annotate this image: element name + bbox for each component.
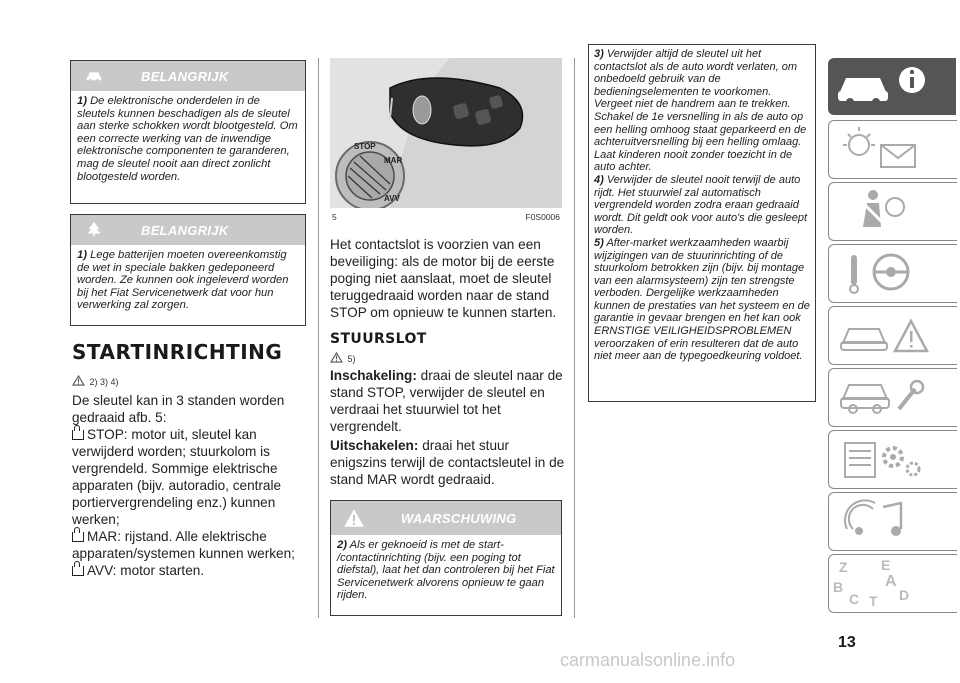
note-4: 4) Verwijder de sleutel nooit terwijl de auto rijdt. Het stuurwiel zal automatisch vergrendeld worden zodra eraan gedraaid wordt. Dit geldt ook voor auto's die gesleept worden. (594, 173, 808, 237)
important-box-2-text: 1) Lege batterijen moeten overeenkomstig de wet in speciale bakken gedeponeerd worden. Ze kunnen ook ingeleverd worden bij het Fiat Servicenetwerk dat voor hun verwerking zal zorgen. (77, 249, 289, 312)
key-bullet-icon (72, 430, 84, 440)
important-box-2-header (71, 215, 305, 245)
tab-multimedia[interactable] (828, 492, 957, 551)
tab-starting-driving[interactable] (828, 244, 957, 303)
key-bullet-icon (72, 566, 84, 576)
car-info-icon (828, 58, 956, 115)
index-letter: E (881, 557, 891, 573)
warning-box-header (331, 501, 561, 535)
index-letter: A (885, 573, 897, 590)
figure-label-stop: STOP (354, 142, 376, 151)
tab-car-info[interactable] (828, 58, 956, 115)
ignition-key-illustration (330, 58, 562, 208)
warning-box-text: 2) Als er geknoeid is met de start- /contactinrichting (bijv. een poging tot diefstal), laat het dan controleren bij het Fiat Servicenetwerk alvorens opnieuw te gaan rijden. (337, 539, 555, 602)
notes-box-body (589, 45, 815, 366)
key-position-stop: STOP: motor uit, sleutel kan verwijderd worden; stuurkolom is vergrendeld. Sommige elektrische apparaten (bijv. autoradio, centrale portiervergrendeling enz.) kunnen werken; (72, 427, 282, 527)
important-box-2-title: BELANGRIJK (141, 223, 229, 238)
section-title-stuurslot: STUURSLOT (330, 331, 427, 347)
warning-triangle-icon (330, 352, 343, 363)
figure-label-mar: MAR (384, 156, 403, 165)
tab-index[interactable] (828, 554, 957, 613)
warning-lights-icon (829, 121, 955, 175)
important-box-2 (70, 214, 306, 326)
multimedia-icon (829, 493, 955, 547)
steering-lock-engage: Inschakeling: draai de sleutel naar de stand STOP, verwijder de sleutel en verdraai het stuurwiel tot het vergrendelt. (330, 368, 563, 434)
notes-box (588, 44, 816, 402)
figure-code: F0S0006 (525, 212, 560, 222)
figure-number: 5 (332, 212, 337, 222)
index-letter: D (899, 587, 910, 603)
important-box-1-text: 1) De elektronische onderdelen in de sleutels kunnen beschadigen als de sleutel aan sterke schokken wordt blootgesteld. Om een correcte werking van de inwendige elektronische componenten te garanderen, mag de sleutel nooit aan direct zonlicht blootgesteld worden. (77, 95, 298, 183)
section-ref: 5) (347, 354, 356, 364)
column-divider (574, 58, 575, 618)
warning-triangle-icon (343, 508, 365, 528)
environment-tree-icon (83, 221, 105, 237)
warning-box (330, 500, 562, 616)
safety-airbag-icon (829, 183, 955, 237)
section-title-startinrichting: STARTINRICHTING (72, 340, 283, 364)
tab-maintenance[interactable] (828, 368, 957, 427)
warning-triangle-icon (72, 375, 85, 386)
key-positions-intro: De sleutel kan in 3 standen worden gedraaid afb. 5: (72, 393, 285, 425)
figure-caption (332, 212, 560, 222)
important-box-1-header (71, 61, 305, 91)
starting-driving-icon (829, 245, 955, 299)
index-letter: C (849, 591, 860, 607)
index-letter: B (833, 579, 844, 595)
left-text-column (72, 340, 308, 579)
emergency-icon (829, 307, 955, 361)
key-position-avv: AVV: motor starten. (72, 562, 308, 579)
page-number: 13 (838, 634, 856, 651)
figure-label-avv: AVV (384, 194, 400, 203)
important-box-1-title: BELANGRIJK (141, 69, 229, 84)
ignition-security-paragraph: Het contactslot is voorzien van een beveiliging: als de motor bij de eerste poging niet aanslaat, moet de sleutel teruggedraaid worden naar de stand STOP om opnieuw te kunnen starten. (330, 237, 557, 320)
figure-5 (330, 58, 562, 208)
tab-emergency[interactable] (828, 306, 957, 365)
warning-box-title: WAARSCHUWING (401, 511, 517, 526)
key-position-mar: MAR: rijstand. Alle elektrische apparaten/systemen kunnen werken; (72, 529, 295, 561)
note-5: 5) After-market werkzaamheden waarbij wijzigingen van de stuurinrichting of de stuurkolom betrokken zijn (bijv. bij montage van een alarmsysteem) zijn ten strengste verboden. Dergelijke werkzaamheden kunnen de prestaties van het systeem en de garantie in gevaar brengen en het kan ook ERNSTIGE VEILIGHEIDSPROBLEMEN veroorzaken of erin resulteren dat de auto niet meer aan de typegoedkeuring voldoet. (594, 236, 810, 363)
section-refs: 2) 3) 4) (89, 377, 119, 387)
key-bullet-icon (72, 532, 84, 542)
technical-data-icon (829, 431, 955, 485)
car-warning-icon (83, 67, 105, 83)
note-3: 3) Verwijder altijd de sleutel uit het contactslot als de auto wordt verlaten, om onbedoeld gebruik van de bedieningselementen te voorkomen. Vergeet niet de handrem aan te trekken. Schakel de 1e versnelling in als de auto op een helling omhoog staat geparkeerd en de achteruitversnelling bij een helling omlaag. Laat kinderen nooit zonder toezicht in de auto achter. (594, 48, 807, 174)
index-letter: Z (839, 559, 848, 575)
watermark-footer: carmanualsonline.info (560, 650, 736, 670)
tab-technical-data[interactable] (828, 430, 957, 489)
index-letter: T (869, 593, 878, 609)
tab-warning-lights[interactable] (828, 120, 957, 179)
steering-lock-disengage: Uitschakelen: draai het stuur enigszins terwijl de contactsleutel in de stand MAR wordt gedraaid. (330, 438, 565, 487)
tab-safety[interactable] (828, 182, 957, 241)
middle-text-column (330, 236, 566, 488)
important-box-1 (70, 60, 306, 204)
column-divider (318, 58, 319, 618)
maintenance-icon (829, 369, 955, 423)
